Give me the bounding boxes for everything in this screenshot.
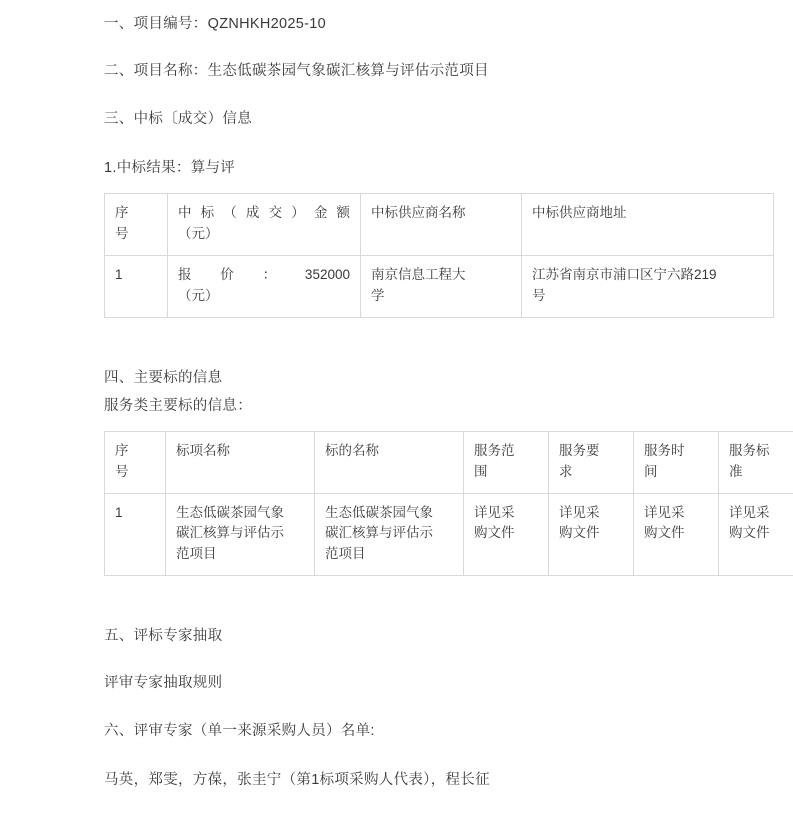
row-item-line1: 生态低碳茶园气象 xyxy=(176,504,284,520)
row-amount-line1: 报价：352000 xyxy=(178,266,350,282)
section-project-number xyxy=(104,12,704,33)
header-cell-service-standard xyxy=(719,431,793,493)
row-item-line2: 碳汇核算与评估示 xyxy=(176,525,284,541)
header-cell-supplier xyxy=(361,194,522,256)
header-scope-line2: 围 xyxy=(474,463,488,479)
section-project-name-label: 二、项目名称： xyxy=(104,63,208,79)
table-row xyxy=(105,255,774,317)
row-service-requirement xyxy=(549,493,634,576)
header-cell-target-name xyxy=(315,431,464,493)
row-requirement-line1: 详见采 xyxy=(559,504,600,520)
header-amount-line1: 中标（成交）金额 xyxy=(178,205,350,220)
row-index: 1 xyxy=(105,255,168,317)
header-scope-line1: 服务范 xyxy=(474,442,515,458)
header-standard-line1: 服务标 xyxy=(729,442,770,458)
bid-result-table xyxy=(104,193,774,318)
header-requirement-line2: 求 xyxy=(559,463,573,479)
row-item-line3: 范项目 xyxy=(176,546,217,562)
spacer xyxy=(104,318,704,358)
header-requirement-line1: 服务要 xyxy=(559,442,600,458)
header-cell-service-scope xyxy=(464,431,549,493)
main-target-table xyxy=(104,431,793,577)
section-project-name xyxy=(104,59,704,80)
row-service-standard xyxy=(719,493,793,576)
row-supplier-line1: 南京信息工程大 xyxy=(371,266,466,282)
row-standard-line1: 详见采 xyxy=(729,504,770,520)
table-header-row xyxy=(105,431,793,493)
header-cell-index xyxy=(105,194,168,256)
row-target-name xyxy=(315,493,464,576)
section-project-name-value: 生态低碳茶园气象碳汇核算与评估示范项目 xyxy=(207,63,489,79)
row-time-line1: 详见采 xyxy=(644,504,685,520)
table-row xyxy=(105,493,793,576)
header-index-line1: 序 xyxy=(115,205,129,220)
section-expert-list-body: 马英，郑雯，方葆，张圭宁（第1标项采购人代表），程长征 xyxy=(104,772,490,789)
header-item-name-label: 标项名称 xyxy=(176,442,230,458)
row-scope-line1: 详见采 xyxy=(474,504,515,520)
spacer xyxy=(104,576,704,606)
header-cell-item-name xyxy=(166,431,315,493)
section-expert-list-title: 六、评审专家（单一来源采购人员）名单: xyxy=(104,723,375,740)
header-index-line2: 号 xyxy=(115,225,129,241)
row-supplier xyxy=(361,255,522,317)
row-requirement-line2: 购文件 xyxy=(559,525,600,541)
row-item-name xyxy=(166,493,315,576)
row-service-time xyxy=(634,493,719,576)
row-target-line3: 范项目 xyxy=(325,546,366,562)
header-cell-amount xyxy=(168,194,361,256)
header-cell-service-time xyxy=(634,431,719,493)
header-index-line2: 号 xyxy=(115,463,129,479)
section-expert-draw-body: 评审专家抽取规则 xyxy=(104,675,223,692)
document-content xyxy=(104,0,770,789)
section-bid-info-title: 三、中标〔成交）信息 xyxy=(104,111,252,127)
header-standard-line2: 准 xyxy=(729,463,743,479)
row-amount-line2: （元） xyxy=(178,287,219,303)
section-main-target-title: 四、主要标的信息 xyxy=(104,369,223,386)
row-address-line2: 号 xyxy=(532,287,546,303)
row-amount xyxy=(168,255,361,317)
header-index-line1: 序 xyxy=(115,442,129,458)
header-target-name-label: 标的名称 xyxy=(325,442,379,458)
header-cell-service-requirement xyxy=(549,431,634,493)
table-header-row xyxy=(105,194,774,256)
section-project-number-label: 一、项目编号： xyxy=(104,16,208,32)
section-main-target-subtitle: 服务类主要标的信息： xyxy=(104,397,252,414)
row-standard-line2: 购文件 xyxy=(729,525,770,541)
row-index: 1 xyxy=(105,493,166,576)
row-time-line2: 购文件 xyxy=(644,525,685,541)
row-service-scope xyxy=(464,493,549,576)
header-cell-address xyxy=(522,194,774,256)
header-address-label: 中标供应商地址 xyxy=(532,205,627,220)
row-address xyxy=(522,255,774,317)
row-target-line1: 生态低碳茶园气象 xyxy=(325,504,433,520)
section-project-number-value: QZNHKH2025-10 xyxy=(207,16,326,32)
header-time-line1: 服务时 xyxy=(644,442,685,458)
bid-result-line: 1.中标结果：算与评 xyxy=(104,160,236,176)
header-amount-line2: （元） xyxy=(178,225,219,241)
row-address-line1: 江苏省南京市浦口区宁六路219 xyxy=(532,266,717,282)
row-supplier-line2: 学 xyxy=(371,287,385,303)
header-time-line2: 间 xyxy=(644,463,658,479)
section-expert-draw-title: 五、评标专家抽取 xyxy=(104,628,223,645)
row-target-line2: 碳汇核算与评估示 xyxy=(325,525,433,541)
row-scope-line2: 购文件 xyxy=(474,525,515,541)
header-supplier-label: 中标供应商名称 xyxy=(371,205,466,220)
header-cell-index xyxy=(105,431,166,493)
